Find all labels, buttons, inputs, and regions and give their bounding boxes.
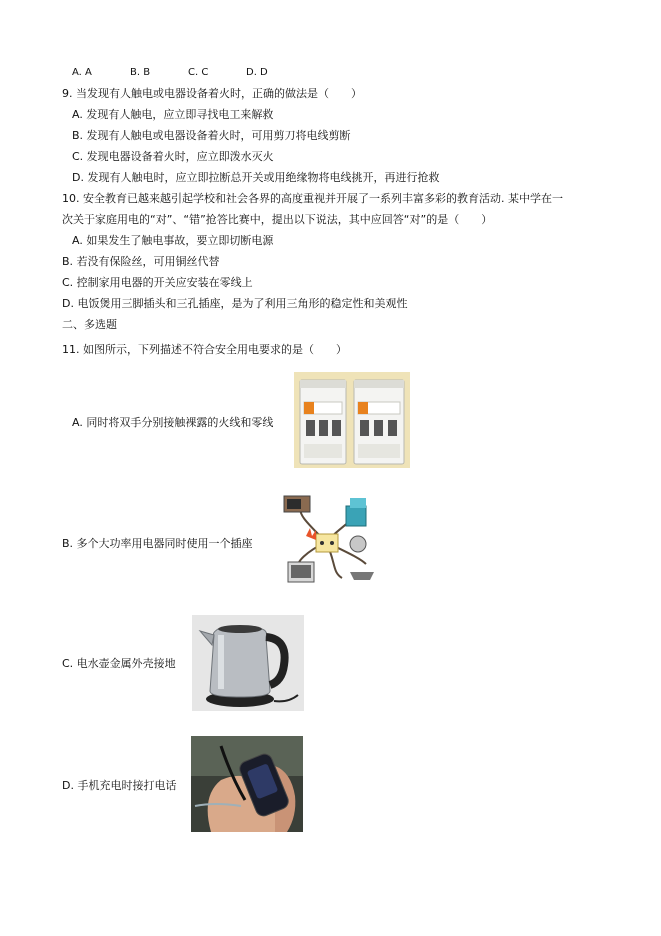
q11-option-a: A. 同时将双手分别接触裸露的火线和零线 bbox=[72, 416, 274, 429]
q9-option-d: D. 发现有人触电时，应立即拉断总开关或用绝缘物将电线挑开，再进行抢救 bbox=[72, 171, 440, 184]
q10-option-b: B. 若没有保险丝，可用铜丝代替 bbox=[62, 255, 220, 268]
q9-option-c: C. 发现电器设备着火时，应立即泼水灭火 bbox=[72, 150, 274, 163]
q10-option-d: D. 电饭煲用三脚插头和三孔插座，是为了利用三角形的稳定性和美观性 bbox=[62, 297, 408, 310]
q8-option-a: A. A bbox=[72, 67, 92, 78]
q9-stem: 9. 当发现有人触电或电器设备着火时，正确的做法是（ ） bbox=[62, 87, 362, 100]
q8-option-c: C. C bbox=[188, 67, 209, 78]
q9-option-b: B. 发现有人触电或电器设备着火时，可用剪刀将电线剪断 bbox=[72, 129, 351, 142]
section-title: 二、多选题 bbox=[62, 318, 117, 331]
q11-stem: 11. 如图所示，下列描述不符合安全用电要求的是（ ） bbox=[62, 343, 347, 356]
circuit-breaker-image bbox=[294, 372, 410, 468]
q9-option-a: A. 发现有人触电，应立即寻找电工来解救 bbox=[72, 108, 274, 121]
q10-stem-line1: 10. 安全教育已越来越引起学校和社会各界的高度重视并开展了一系列丰富多彩的教育活动. 某中学在一 bbox=[62, 192, 563, 205]
q10-option-c: C. 控制家用电器的开关应安装在零线上 bbox=[62, 276, 253, 289]
q11-option-c: C. 电水壶金属外壳接地 bbox=[62, 657, 176, 670]
phone-charging-image bbox=[191, 736, 303, 832]
q11-option-b: B. 多个大功率用电器同时使用一个插座 bbox=[62, 537, 253, 550]
electric-kettle-image bbox=[192, 615, 304, 711]
q8-option-d: D. D bbox=[246, 67, 268, 78]
q11-option-d: D. 手机充电时接打电话 bbox=[62, 779, 177, 792]
q10-option-a: A. 如果发生了触电事故，要立即切断电源 bbox=[72, 234, 274, 247]
overloaded-socket-image bbox=[276, 492, 382, 588]
q10-stem-line2: 次关于家庭用电的“对”、“错”抢答比赛中，提出以下说法，其中应回答“对”的是（ ） bbox=[62, 213, 493, 226]
q8-option-b: B. B bbox=[130, 67, 151, 78]
